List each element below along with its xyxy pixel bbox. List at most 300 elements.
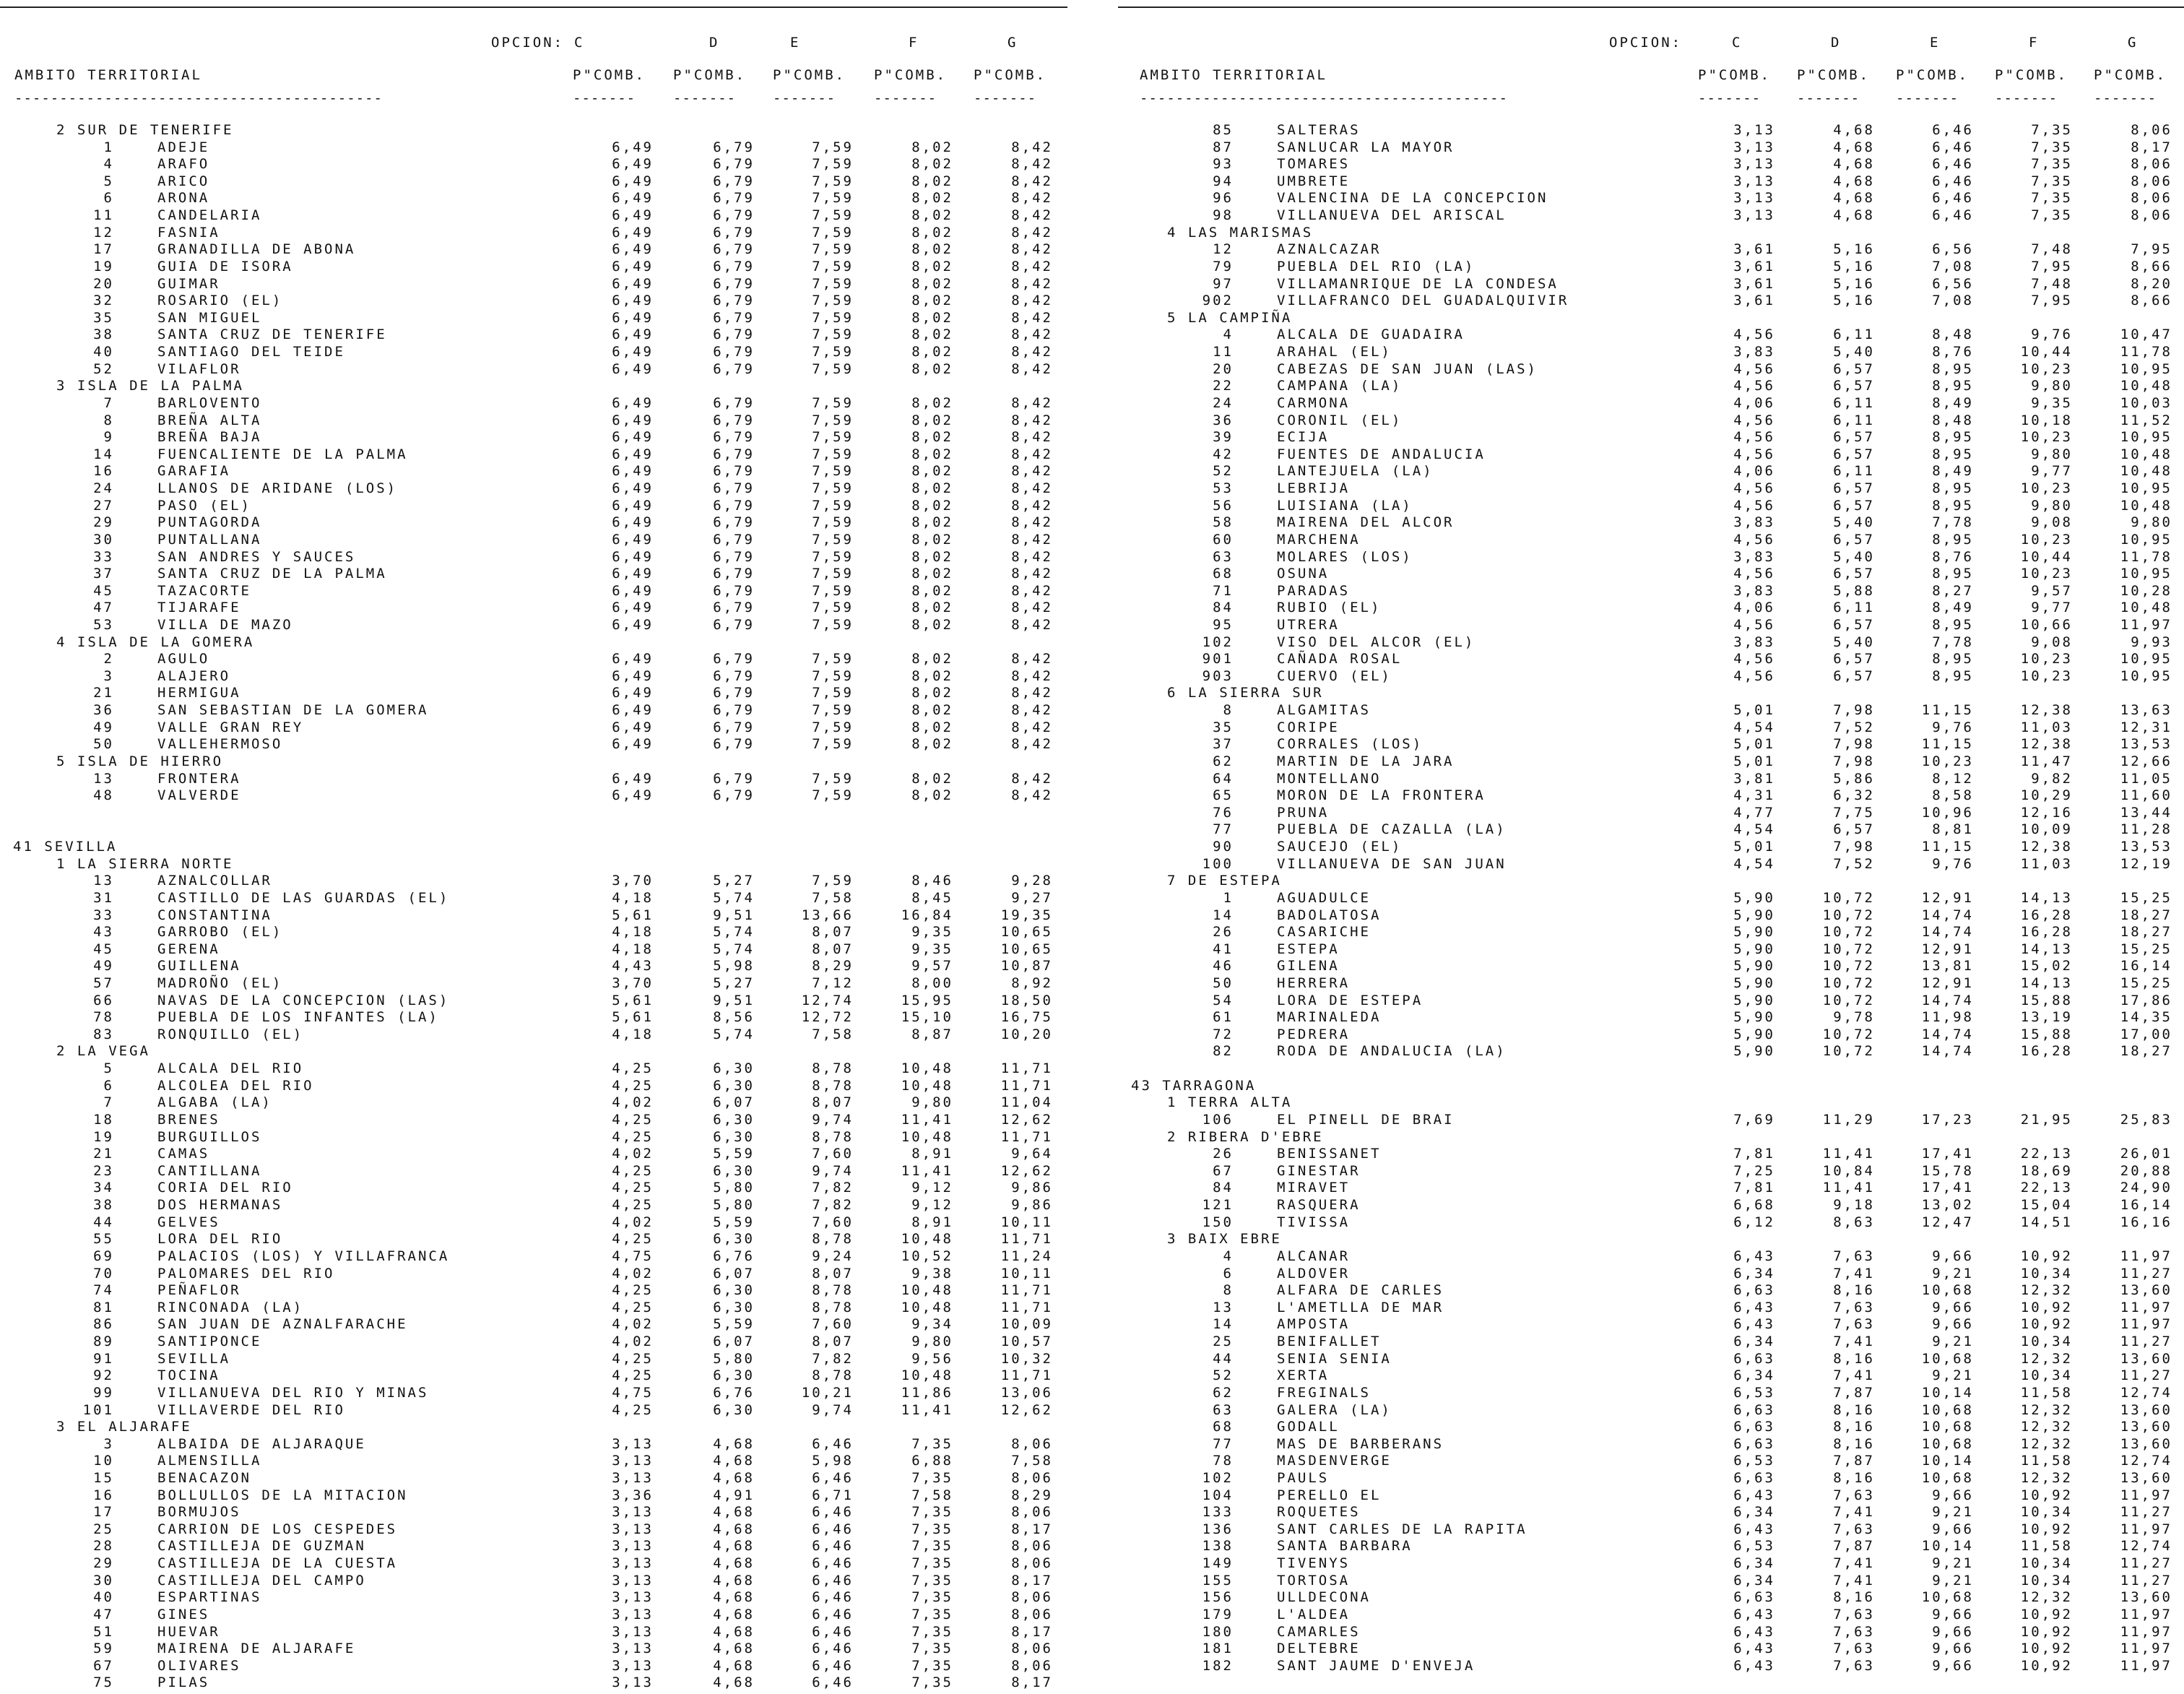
municipality-code: 92	[93, 1367, 114, 1384]
table-row	[0, 480, 1067, 497]
municipality-name: CONSTANTINA	[157, 907, 272, 923]
value-e: 7,59	[812, 719, 854, 735]
value-g: 10,95	[2120, 531, 2172, 548]
value-e: 7,58	[812, 889, 854, 906]
municipality-name: CASTILLO DE LAS GUARDAS (EL)	[157, 889, 450, 906]
value-d: 6,11	[1833, 394, 1875, 411]
municipality-code: 136	[1202, 1521, 1234, 1537]
value-f: 10,48	[901, 1060, 953, 1077]
municipality-code: 52	[93, 360, 114, 377]
value-d: 5,88	[1833, 582, 1875, 599]
value-e: 12,72	[801, 1009, 854, 1026]
municipality-name: SALTERAS	[1277, 122, 1361, 138]
table-row	[1118, 428, 2184, 446]
value-c: 3,13	[612, 1469, 654, 1486]
value-e: 8,27	[1932, 582, 1974, 599]
table-row	[0, 684, 1067, 701]
value-g: 11,27	[2120, 1334, 2172, 1350]
value-c: 4,25	[612, 1077, 654, 1094]
value-f: 10,23	[2020, 360, 2073, 377]
municipality-code: 106	[1202, 1111, 1234, 1128]
value-d: 5,80	[713, 1180, 755, 1196]
value-c: 4,54	[1733, 821, 1775, 838]
municipality-name: PAULS	[1277, 1469, 1330, 1486]
table-row	[0, 941, 1067, 958]
value-c: 4,25	[612, 1282, 654, 1299]
value-d: 5,16	[1833, 258, 1875, 275]
value-g: 8,42	[1011, 190, 1053, 207]
municipality-code: 20	[93, 275, 114, 292]
municipality-code: 19	[93, 1128, 114, 1145]
value-c: 6,34	[1733, 1334, 1775, 1350]
value-g: 14,35	[2120, 1009, 2172, 1026]
table-row	[1118, 650, 2184, 667]
municipality-name: CORONIL (EL)	[1277, 412, 1403, 428]
value-g: 11,97	[2120, 1299, 2172, 1315]
value-c: 3,13	[612, 1623, 654, 1640]
value-e: 14,74	[1921, 907, 1974, 923]
municipality-code: 42	[1213, 446, 1234, 462]
value-d: 4,68	[713, 1555, 755, 1572]
municipality-code: 36	[1213, 412, 1234, 428]
table-row	[0, 1026, 1067, 1043]
municipality-code: 37	[1213, 736, 1234, 753]
value-g: 10,32	[1000, 1350, 1053, 1367]
value-d: 5,40	[1833, 344, 1875, 360]
value-f: 16,28	[2020, 924, 2073, 941]
value-g: 8,17	[1011, 1674, 1053, 1691]
value-c: 6,49	[612, 360, 654, 377]
municipality-code: 82	[1213, 1043, 1234, 1060]
value-g: 8,42	[1011, 463, 1053, 480]
municipality-name: AGUADULCE	[1277, 889, 1371, 906]
value-d: 8,63	[1833, 1214, 1875, 1230]
municipality-code: 11	[93, 207, 114, 224]
value-g: 8,29	[1011, 1487, 1053, 1503]
value-g: 10,95	[2120, 360, 2172, 377]
value-c: 6,43	[1733, 1657, 1775, 1674]
municipality-code: 8	[103, 412, 114, 428]
municipality-code: 84	[1213, 600, 1234, 616]
municipality-code: 66	[93, 992, 114, 1008]
value-g: 8,42	[1011, 275, 1053, 292]
value-f: 10,34	[2020, 1555, 2073, 1572]
table-row	[0, 224, 1067, 241]
value-d: 6,57	[1833, 821, 1875, 838]
value-f: 8,02	[911, 156, 953, 173]
value-c: 6,12	[1733, 1214, 1775, 1230]
municipality-code: 67	[1213, 1162, 1234, 1179]
value-g: 11,71	[1000, 1128, 1053, 1145]
value-g: 8,42	[1011, 293, 1053, 309]
municipality-code: 97	[1213, 275, 1234, 292]
value-e: 8,95	[1932, 480, 1974, 497]
municipality-code: 3	[103, 1435, 114, 1452]
table-row	[0, 1214, 1067, 1231]
value-c: 6,53	[1733, 1384, 1775, 1401]
value-g: 11,71	[1000, 1077, 1053, 1094]
value-e: 9,21	[1932, 1367, 1974, 1384]
value-e: 6,46	[1932, 122, 1974, 138]
value-c: 4,54	[1733, 855, 1775, 872]
value-f: 9,57	[911, 958, 953, 975]
municipality-name: PRUNA	[1277, 804, 1330, 821]
col-header-c: C	[574, 35, 585, 51]
col-header-g: G	[1008, 35, 1018, 51]
value-e: 8,95	[1932, 446, 1974, 462]
opcion-label: OPCION:	[491, 35, 565, 51]
value-d: 5,80	[713, 1197, 755, 1214]
value-d: 10,72	[1822, 992, 1875, 1008]
value-e: 7,08	[1932, 293, 1974, 309]
municipality-code: 22	[1213, 378, 1234, 394]
municipality-code: 1	[103, 139, 114, 155]
value-c: 6,49	[612, 156, 654, 173]
table-row	[1118, 1179, 2184, 1196]
value-d: 6,79	[713, 258, 755, 275]
value-d: 10,72	[1822, 958, 1875, 975]
value-g: 9,80	[2131, 514, 2172, 531]
municipality-code: 51	[93, 1623, 114, 1640]
value-g: 11,71	[1000, 1231, 1053, 1248]
value-d: 4,68	[713, 1469, 755, 1486]
municipality-name: MIRAVET	[1277, 1180, 1351, 1196]
value-e: 12,47	[1921, 1214, 1974, 1230]
underline-d: -------	[1797, 90, 1860, 106]
value-g: 10,57	[1000, 1334, 1053, 1350]
table-row	[1118, 1042, 2184, 1060]
value-c: 6,63	[1733, 1350, 1775, 1367]
value-f: 12,32	[2020, 1419, 2073, 1435]
municipality-name: BENACAZON	[157, 1469, 251, 1486]
table-row	[1118, 753, 2184, 770]
value-e: 10,14	[1921, 1384, 1974, 1401]
value-d: 5,40	[1833, 548, 1875, 565]
municipality-code: 53	[93, 616, 114, 633]
municipality-code: 133	[1202, 1504, 1234, 1521]
value-e: 9,76	[1932, 719, 1974, 735]
unit-d: P"COMB.	[673, 67, 747, 83]
value-f: 22,13	[2020, 1180, 2073, 1196]
municipality-name: VALLEHERMOSO	[157, 736, 283, 753]
value-e: 7,59	[812, 548, 854, 565]
value-e: 6,56	[1932, 275, 1974, 292]
value-c: 4,25	[612, 1111, 654, 1128]
value-c: 4,25	[612, 1367, 654, 1384]
table-row	[0, 241, 1067, 258]
value-g: 8,42	[1011, 446, 1053, 462]
value-d: 5,59	[713, 1146, 755, 1162]
municipality-code: 9	[103, 429, 114, 446]
value-d: 4,68	[1833, 156, 1875, 173]
value-d: 4,68	[1833, 190, 1875, 207]
municipality-name: TOMARES	[1277, 156, 1351, 173]
municipality-code: 76	[1213, 804, 1234, 821]
municipality-code: 46	[1213, 958, 1234, 975]
value-c: 5,61	[612, 992, 654, 1008]
municipality-code: 87	[1213, 139, 1234, 155]
value-f: 15,88	[2020, 1026, 2073, 1042]
value-d: 9,18	[1833, 1197, 1875, 1214]
value-e: 13,81	[1921, 958, 1974, 975]
value-d: 6,11	[1833, 463, 1875, 480]
value-f: 8,02	[911, 667, 953, 684]
value-c: 6,49	[612, 293, 654, 309]
value-d: 6,57	[1833, 446, 1875, 462]
value-f: 21,95	[2020, 1111, 2073, 1128]
value-d: 5,16	[1833, 293, 1875, 309]
municipality-code: 7	[103, 1094, 114, 1111]
value-f: 8,02	[911, 719, 953, 735]
value-c: 6,49	[612, 309, 654, 326]
municipality-code: 150	[1202, 1214, 1234, 1230]
value-g: 8,42	[1011, 548, 1053, 565]
municipality-name: ALCOLEA DEL RIO	[157, 1077, 314, 1094]
value-g: 11,97	[2120, 1606, 2172, 1622]
value-g: 8,42	[1011, 139, 1053, 155]
municipality-name: BARLOVENTO	[157, 394, 262, 411]
value-c: 3,13	[1733, 156, 1775, 173]
value-f: 14,13	[2020, 889, 2073, 906]
value-d: 6,79	[713, 446, 755, 462]
value-g: 8,42	[1011, 309, 1053, 326]
municipality-code: 37	[93, 566, 114, 582]
value-g: 13,60	[2120, 1282, 2172, 1299]
value-f: 8,02	[911, 600, 953, 616]
value-e: 9,21	[1932, 1572, 1974, 1589]
value-c: 6,63	[1733, 1435, 1775, 1452]
section-heading-row	[0, 753, 1067, 770]
value-f: 10,48	[901, 1367, 953, 1384]
value-e: 11,15	[1921, 839, 1974, 855]
municipality-name: ALFARA DE CARLES	[1277, 1282, 1444, 1299]
value-d: 6,57	[1833, 378, 1875, 394]
value-g: 11,97	[2120, 1641, 2172, 1657]
value-g: 8,42	[1011, 173, 1053, 189]
municipality-name: ALCALA DEL RIO	[157, 1060, 304, 1077]
value-e: 10,68	[1921, 1282, 1974, 1299]
value-f: 10,23	[2020, 531, 2073, 548]
value-d: 4,68	[713, 1521, 755, 1537]
value-f: 15,10	[901, 1009, 953, 1026]
value-g: 10,95	[2120, 651, 2172, 667]
table-row	[1118, 1384, 2184, 1401]
table-row	[1118, 155, 2184, 173]
table-row	[0, 548, 1067, 566]
municipality-code: 21	[93, 685, 114, 701]
value-f: 8,02	[911, 685, 953, 701]
municipality-code: 63	[1213, 1401, 1234, 1418]
value-g: 13,60	[2120, 1589, 2172, 1606]
value-f: 8,02	[911, 480, 953, 497]
value-g: 11,97	[2120, 1316, 2172, 1333]
value-c: 6,49	[612, 275, 654, 292]
value-e: 13,66	[801, 907, 854, 923]
value-e: 10,68	[1921, 1419, 1974, 1435]
value-c: 6,49	[612, 582, 654, 599]
value-g: 11,05	[2120, 770, 2172, 787]
value-d: 4,68	[713, 1589, 755, 1606]
value-c: 5,90	[1733, 1043, 1775, 1060]
value-d: 6,79	[713, 667, 755, 684]
value-e: 7,08	[1932, 258, 1974, 275]
municipality-code: 90	[1213, 839, 1234, 855]
value-d: 7,41	[1833, 1265, 1875, 1282]
value-g: 11,27	[2120, 1504, 2172, 1521]
value-d: 11,29	[1822, 1111, 1875, 1128]
value-d: 7,98	[1833, 702, 1875, 719]
table-row	[1118, 377, 2184, 394]
table-row	[0, 1077, 1067, 1094]
municipality-code: 16	[93, 1487, 114, 1503]
table-row	[0, 787, 1067, 804]
section-heading-row	[1118, 684, 2184, 701]
value-e: 8,78	[812, 1231, 854, 1248]
table-row	[0, 1282, 1067, 1299]
top-rule	[1118, 7, 2184, 8]
municipality-name: BRENES	[157, 1111, 220, 1128]
table-row	[0, 1623, 1067, 1641]
value-e: 12,74	[801, 992, 854, 1008]
value-g: 11,78	[2120, 548, 2172, 565]
value-c: 6,49	[612, 258, 654, 275]
value-f: 12,32	[2020, 1401, 2073, 1418]
value-e: 9,76	[1932, 855, 1974, 872]
table-row	[1118, 1521, 2184, 1538]
comarca-heading: 4 LAS MARISMAS	[1167, 224, 1314, 241]
value-f: 8,02	[911, 616, 953, 633]
value-f: 8,46	[911, 873, 953, 889]
value-g: 13,06	[1000, 1384, 1053, 1401]
municipality-name: GILENA	[1277, 958, 1340, 975]
value-c: 6,49	[612, 224, 654, 241]
municipality-name: SANTA BARBARA	[1277, 1538, 1413, 1555]
municipality-code: 17	[93, 1504, 114, 1521]
table-row	[0, 1350, 1067, 1367]
value-d: 7,41	[1833, 1555, 1875, 1572]
municipality-code: 13	[1213, 1299, 1234, 1315]
value-f: 7,35	[911, 1589, 953, 1606]
value-c: 6,49	[612, 531, 654, 548]
table-row	[1118, 343, 2184, 360]
value-f: 12,38	[2020, 736, 2073, 753]
value-g: 10,48	[2120, 497, 2172, 514]
value-f: 9,80	[2031, 378, 2073, 394]
value-e: 7,78	[1932, 514, 1974, 531]
municipality-code: 62	[1213, 753, 1234, 769]
municipality-name: LORA DEL RIO	[157, 1231, 283, 1248]
municipality-name: SAN JUAN DE AZNALFARACHE	[157, 1316, 408, 1333]
municipality-name: VILLA DE MAZO	[157, 616, 293, 633]
municipality-name: BENISSANET	[1277, 1146, 1382, 1162]
municipality-code: 8	[1223, 702, 1234, 719]
value-g: 11,27	[2120, 1367, 2172, 1384]
value-c: 6,49	[612, 702, 654, 719]
value-e: 7,59	[812, 207, 854, 224]
municipality-name: VILAFLOR	[157, 360, 241, 377]
value-f: 10,34	[2020, 1265, 2073, 1282]
value-g: 12,74	[2120, 1384, 2172, 1401]
value-d: 6,79	[713, 173, 755, 189]
value-g: 12,19	[2120, 855, 2172, 872]
value-d: 7,63	[1833, 1316, 1875, 1333]
table-row	[1118, 1606, 2184, 1623]
ambito-underline: -----------------------------------------	[14, 90, 383, 106]
municipality-name: LANTEJUELA (LA)	[1277, 463, 1434, 480]
comarca-heading: 2 RIBERA D'EBRE	[1167, 1128, 1324, 1145]
municipality-name: ADEJE	[157, 139, 210, 155]
value-f: 9,34	[911, 1316, 953, 1333]
table-row	[1118, 548, 2184, 566]
value-f: 8,87	[911, 1026, 953, 1042]
comarca-heading: 2 LA VEGA	[56, 1043, 150, 1060]
table-row	[0, 412, 1067, 429]
municipality-name: BOLLULLOS DE LA MITACION	[157, 1487, 408, 1503]
section-heading-row	[1118, 1230, 2184, 1248]
value-g: 9,86	[1011, 1180, 1053, 1196]
value-g: 8,06	[2131, 190, 2172, 207]
value-d: 5,74	[713, 1026, 755, 1042]
value-g: 10,95	[2120, 429, 2172, 446]
value-d: 6,79	[713, 685, 755, 701]
comarca-heading: 1 LA SIERRA NORTE	[56, 855, 234, 872]
underline-f: -------	[874, 90, 937, 106]
unit-c: P"COMB.	[1698, 67, 1772, 83]
value-g: 11,97	[2120, 1657, 2172, 1674]
value-g: 11,27	[2120, 1572, 2172, 1589]
value-f: 12,32	[2020, 1350, 2073, 1367]
value-g: 18,27	[2120, 924, 2172, 941]
value-f: 8,02	[911, 258, 953, 275]
table-row	[1118, 480, 2184, 497]
value-c: 4,56	[1733, 497, 1775, 514]
value-g: 8,42	[1011, 685, 1053, 701]
value-g: 26,01	[2120, 1146, 2172, 1162]
value-d: 8,16	[1833, 1282, 1875, 1299]
value-f: 12,16	[2020, 804, 2073, 821]
value-g: 7,58	[1011, 1453, 1053, 1469]
value-g: 15,25	[2120, 889, 2172, 906]
table-row	[1118, 1248, 2184, 1265]
table-row	[0, 1384, 1067, 1401]
value-e: 5,98	[812, 1453, 854, 1469]
value-c: 3,13	[1733, 190, 1775, 207]
value-d: 5,40	[1833, 514, 1875, 531]
value-d: 6,57	[1833, 429, 1875, 446]
municipality-name: VILLAFRANCO DEL GUADALQUIVIR	[1277, 293, 1569, 309]
value-d: 6,07	[713, 1094, 755, 1111]
value-c: 7,81	[1733, 1146, 1775, 1162]
municipality-name: NAVAS DE LA CONCEPCION (LAS)	[157, 992, 450, 1008]
municipality-name: UMBRETE	[1277, 173, 1351, 189]
table-row	[1118, 701, 2184, 719]
value-d: 10,72	[1822, 975, 1875, 991]
table-row	[1118, 565, 2184, 582]
municipality-code: 85	[1213, 122, 1234, 138]
municipality-name: FASNIA	[157, 224, 220, 241]
municipality-name: CASTILLEJA DE LA CUESTA	[157, 1555, 398, 1572]
value-c: 3,83	[1733, 582, 1775, 599]
value-e: 7,60	[812, 1214, 854, 1230]
table-row	[0, 155, 1067, 173]
unit-g: P"COMB.	[2094, 67, 2167, 83]
value-d: 6,57	[1833, 531, 1875, 548]
municipality-name: TORTOSA	[1277, 1572, 1351, 1589]
municipality-name: BENIFALLET	[1277, 1334, 1382, 1350]
value-c: 6,34	[1733, 1265, 1775, 1282]
value-g: 10,09	[1000, 1316, 1053, 1333]
table-row	[0, 667, 1067, 685]
